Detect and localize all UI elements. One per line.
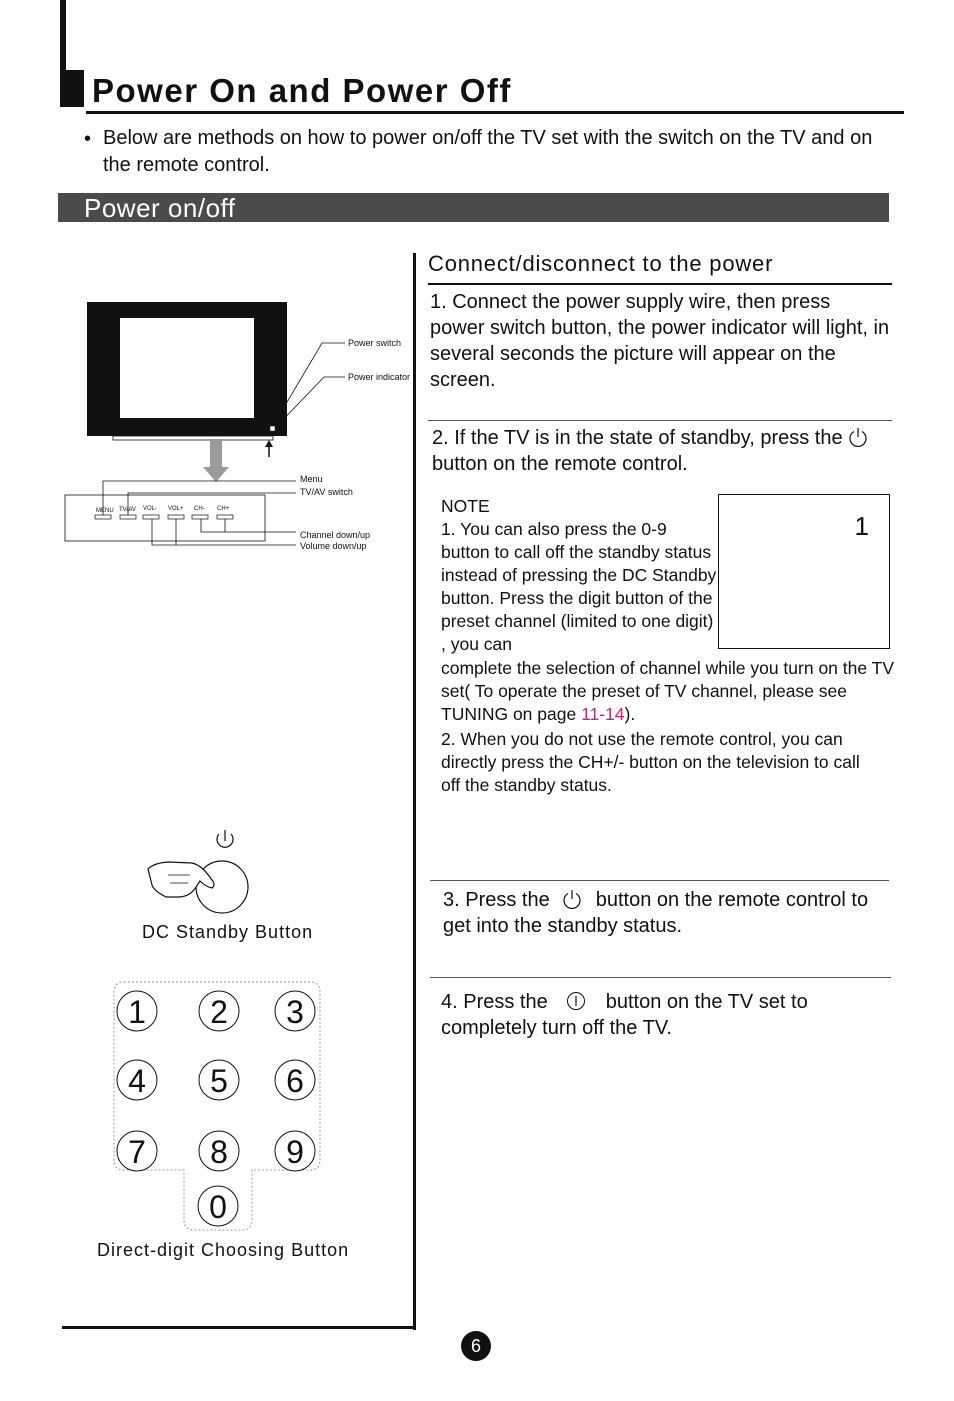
power-indicator-label: Power indicator bbox=[348, 372, 411, 382]
svg-text:7: 7 bbox=[128, 1134, 146, 1170]
bottom-rule bbox=[62, 1326, 416, 1329]
step-2-text-end: button on the remote control. bbox=[432, 453, 688, 475]
section-subheading: Connect/disconnect to the power bbox=[428, 251, 774, 276]
note-item-2: 2. When you do not use the remote control, you can directly press the CH+/- button on the television to call off the standby status. bbox=[441, 729, 860, 795]
svg-text:2: 2 bbox=[210, 994, 228, 1030]
bullet-icon: • bbox=[84, 128, 92, 150]
svg-text:6: 6 bbox=[286, 1063, 304, 1099]
page-number-badge: 6 bbox=[461, 1331, 491, 1361]
divider-rule bbox=[428, 420, 892, 421]
section-title: Power on/off bbox=[84, 193, 236, 223]
tv-av-switch-label: TV/AV switch bbox=[300, 487, 353, 497]
svg-text:3: 3 bbox=[286, 994, 304, 1030]
key-9 bbox=[275, 1131, 315, 1171]
note-item-1: 1. You can also press the 0-9 button to call off the standby status instead of pressing the DC Standby button. Press the digit button of the preset channel (limited to one digit) , you can bbox=[441, 519, 717, 654]
panel-button-vol-up: VOL+ bbox=[168, 506, 184, 512]
power-switch-icon bbox=[566, 991, 586, 1011]
power-switch-label: Power switch bbox=[348, 338, 402, 348]
key-7 bbox=[117, 1131, 157, 1171]
step-2 bbox=[432, 425, 902, 477]
key-4 bbox=[117, 1060, 157, 1100]
intro-text: Below are methods on how to power on/off the TV set with the switch on the TV and on the remote control. bbox=[103, 127, 873, 176]
menu-label: Menu bbox=[300, 474, 323, 484]
standby-button-diagram bbox=[140, 825, 260, 920]
step-4-text: 4. Press the bbox=[441, 991, 548, 1013]
step-3-text-end: button on the remote control to get into the standby status. bbox=[443, 889, 869, 937]
keypad-caption: Direct-digit Choosing Button bbox=[97, 1240, 350, 1260]
key-6 bbox=[275, 1060, 315, 1100]
svg-text:9: 9 bbox=[286, 1134, 304, 1170]
panel-button-ch-up: CH+ bbox=[217, 506, 230, 512]
svg-text:5: 5 bbox=[210, 1063, 228, 1099]
note-item-1-text: complete the selection of channel while you turn on the TV set( To operate the preset of TV channel, please see TUNING on page bbox=[441, 658, 895, 724]
step-1-text: 1. Connect the power supply wire, then press power switch button, the power indicator will light, in several seconds the picture will appear on the screen. bbox=[430, 291, 890, 391]
note-item-1-continued bbox=[441, 657, 911, 726]
page-title: Power On and Power Off bbox=[92, 72, 512, 109]
divider-rule bbox=[430, 977, 891, 978]
panel-button-vol-down: VOL- bbox=[143, 506, 158, 512]
arrow-up-icon bbox=[265, 440, 273, 447]
step-4-text-end: button on the TV set to completely turn off the TV. bbox=[441, 991, 808, 1039]
svg-text:8: 8 bbox=[210, 1134, 228, 1170]
note-heading: NOTE bbox=[441, 496, 490, 516]
title-underline bbox=[86, 111, 904, 114]
svg-text:4: 4 bbox=[128, 1063, 146, 1099]
panel-button-menu: MENU bbox=[96, 508, 114, 514]
volume-label: Volume down/up bbox=[300, 541, 367, 551]
title-marker-block bbox=[60, 70, 84, 107]
step-3-text: 3. Press the bbox=[443, 889, 550, 911]
channel-label: Channel down/up bbox=[300, 530, 371, 540]
step-4 bbox=[441, 989, 891, 1041]
note-item-1-end: ). bbox=[624, 704, 636, 724]
arrow-down-icon bbox=[210, 439, 222, 469]
note-box-digit: 1 bbox=[854, 511, 869, 541]
step-3 bbox=[443, 887, 893, 939]
panel-button-tvav: TV/AV bbox=[119, 507, 136, 513]
key-2 bbox=[199, 991, 239, 1031]
standby-button bbox=[196, 861, 248, 913]
panel-button-ch-down: CH- bbox=[194, 506, 205, 512]
power-indicator-icon bbox=[270, 426, 275, 431]
key-3 bbox=[275, 991, 315, 1031]
key-1 bbox=[117, 991, 157, 1031]
power-icon bbox=[217, 830, 233, 847]
section-header-bar bbox=[58, 193, 889, 222]
divider-rule bbox=[430, 880, 889, 881]
power-icon bbox=[848, 427, 868, 447]
svg-text:0: 0 bbox=[209, 1189, 227, 1225]
power-icon bbox=[562, 889, 582, 909]
tv-front-diagram bbox=[60, 295, 420, 565]
key-5 bbox=[199, 1060, 239, 1100]
tv-screen bbox=[120, 318, 254, 418]
subheading-rule bbox=[428, 283, 892, 285]
key-8 bbox=[199, 1131, 239, 1171]
page-reference-link[interactable]: 11-14 bbox=[581, 704, 625, 724]
standby-caption: DC Standby Button bbox=[142, 922, 314, 942]
step-2-text: 2. If the TV is in the state of standby, press the bbox=[432, 427, 843, 449]
number-keypad bbox=[112, 980, 324, 1235]
key-0 bbox=[198, 1186, 238, 1226]
note-box bbox=[718, 494, 890, 649]
svg-text:1: 1 bbox=[128, 994, 146, 1030]
